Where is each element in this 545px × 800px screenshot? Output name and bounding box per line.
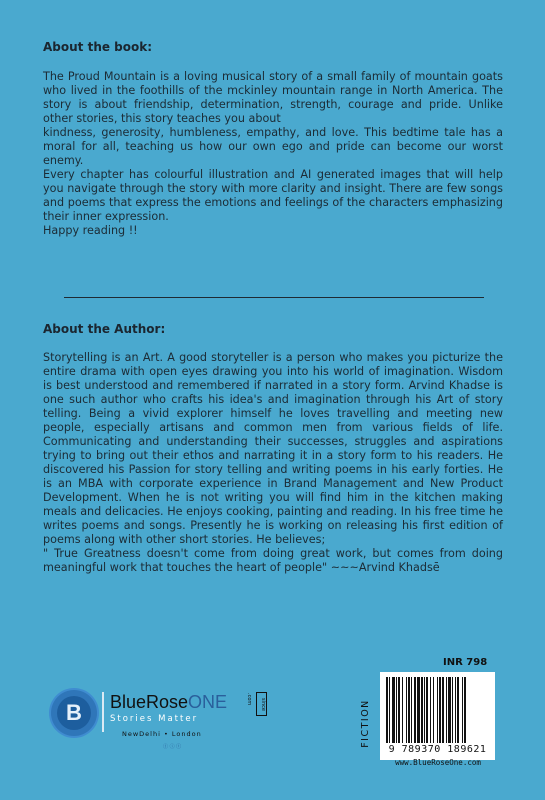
author-quote: " True Greatness doesn't come from doing great work, but comes from doing meaningful work that touches the heart of people" ~~~Arvind Khadsē [43, 547, 503, 574]
barcode-bar [446, 677, 447, 743]
barcode-bars [386, 677, 489, 743]
book-paragraph-1: The Proud Mountain is a loving musical story of a small family of mountain goats who lived in the foothills of the mckinley mountain range in North America. The story is about friendship, determination, strength, courage and pride. Unlike other stories, this story teaches you about [43, 70, 503, 125]
barcode [380, 672, 495, 760]
since-ribbon: since [256, 692, 267, 716]
genre-label: FICTION [359, 698, 371, 748]
barcode-bar [464, 677, 466, 743]
about-book-heading: About the book: [43, 40, 153, 54]
brand-main: BlueRose [110, 692, 189, 712]
barcode-bar [442, 677, 444, 743]
about-book-text [43, 70, 503, 238]
barcode-bar [396, 677, 397, 743]
publisher-brand [110, 692, 227, 713]
barcode-bar [421, 677, 423, 743]
author-paragraph-1: Storytelling is an Art. A good storyteller is a person who makes you picturize the entire drama with open eyes drawing you into his world of imagination. Wisdom is best understood and remembered if narrated in a story form. Arvind Khadse is one such author who crafts his idea's and imagination through his Art of story telling. Being a vivid explorer himself he loves travelling and meeting new people, especially artisans and common men from various fields of life. Communicating and understanding their successes, struggles and aspirations trying to bring out their ethos and narrating it in a story form to his readers. He discovered his Passion for story telling and writing poems in his early forties. He is an MBA with corporate experience in Brand Management and New Product Development. When he is not writing you will find him in the kitchen making meals and delicacies. He enjoys cooking, painting and reading. In his free time he writes poems and songs. Presently he is working on releasing his first edition of poems along with other short stories. He believes; [43, 351, 503, 546]
book-paragraph-2: kindness, generosity, humbleness, empathy, and love. This bedtime tale has a moral for all, teaching us how our own ego and pride can become our worst enemy. [43, 126, 503, 167]
barcode-bar [457, 677, 459, 743]
barcode-bar [448, 677, 451, 743]
barcode-bar [439, 677, 441, 743]
barcode-bar [386, 677, 388, 743]
barcode-bar [414, 677, 416, 743]
barcode-bar [455, 677, 456, 743]
book-paragraph-4: Happy reading !! [43, 224, 138, 237]
publisher-website: www.BlueRoseOne.com [395, 758, 481, 767]
isbn-number: 9 789370 189621 [388, 744, 487, 755]
barcode-bar [424, 677, 425, 743]
barcode-bar [398, 677, 400, 743]
publisher-tagline: Stories Matter [110, 714, 199, 724]
publisher-cities: NewDelhi • London [122, 730, 202, 738]
publisher-logo-icon [51, 690, 97, 736]
brand-accent: ONE [188, 692, 228, 712]
barcode-bar [402, 677, 403, 743]
barcode-bar [452, 677, 453, 743]
about-author-text [43, 351, 503, 575]
logo-divider [102, 692, 104, 732]
price-label: INR 798 [443, 657, 488, 668]
logo-letter: B [57, 696, 91, 730]
genre-label-container [357, 688, 373, 758]
barcode-bar [430, 677, 431, 743]
barcode-bar [408, 677, 410, 743]
barcode-bar [437, 677, 438, 743]
barcode-bar [417, 677, 420, 743]
barcode-bar [411, 677, 412, 743]
barcode-bar [426, 677, 428, 743]
barcode-bar [462, 677, 463, 743]
social-icons: ⓕ ⓘ ⓣ [163, 744, 182, 750]
barcode-bar [433, 677, 434, 743]
barcode-bar [406, 677, 407, 743]
brand-suffix: .com [246, 693, 252, 706]
about-author-heading: About the Author: [43, 322, 166, 336]
barcode-bar [392, 677, 395, 743]
section-divider [64, 297, 484, 298]
barcode-bar [389, 677, 390, 743]
book-paragraph-3: Every chapter has colourful illustration and AI generated images that will help you navigate through the story with more clarity and insight. There are few songs and poems that express the emotions and feelings of the characters emphasizing their inner expression. [43, 168, 503, 223]
